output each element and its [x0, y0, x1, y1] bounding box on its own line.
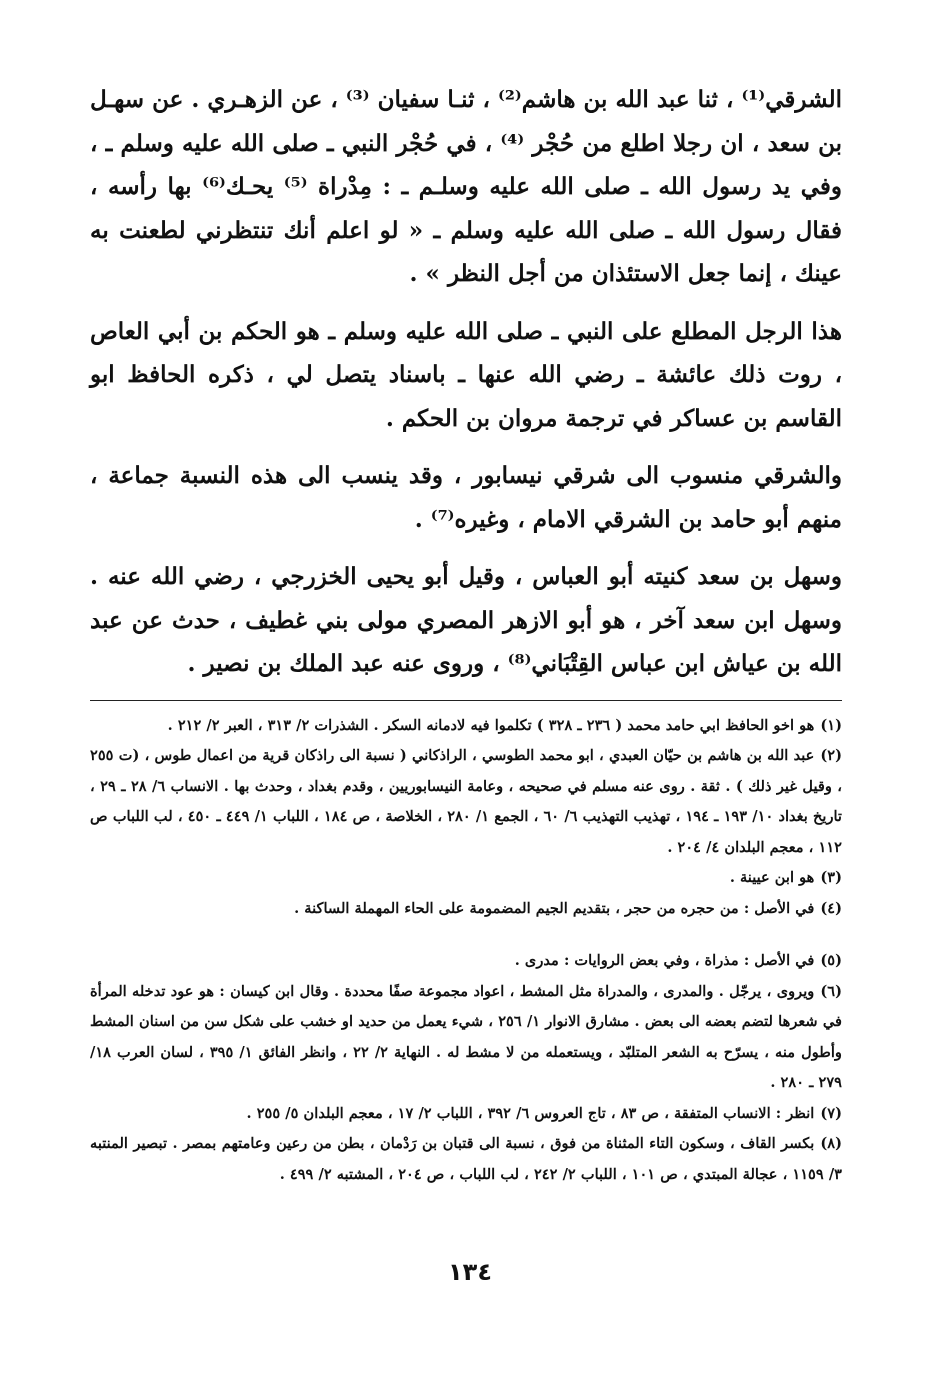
footnote-text: انظر : الانساب المتفقة ، ص ٨٣ ، تاج العروس ٦/ ٣٩٢ ، اللباب ٢/ ١٧ ، معجم البلدان ٥/ ٢٥٥ .: [246, 1104, 815, 1122]
footnote-7: [90, 1099, 842, 1130]
footnote-number: (٨): [820, 1135, 842, 1152]
footnote-text: هو ابن عيينة .: [729, 869, 815, 886]
body-paragraph-3: والشرقي منسوب الى شرقي نيسابور ، وقد ينسب الى هذه النسبة جماعة ، منهم أبو حامد بن الشرقي الامام ، وغيره⁽⁷⁾ .: [90, 462, 842, 533]
footnote-number: (٧): [820, 1104, 842, 1122]
footnote-text: هو اخو الحافظ ابي حامد محمد ( ٢٣٦ ـ ٣٢٨ ) تكلموا فيه لادمانه السكر . الشذرات ٢/ ٣١٣ ، العبر ٢/ ٢١٢ .: [167, 716, 815, 734]
footnote-text: في الأصل : من حجره من حجر ، بتقديم الجيم المضمومة على الحاء المهملة الساكنة .: [294, 899, 815, 917]
footnote-number: (٣): [820, 869, 842, 886]
footnote-number: (٢): [820, 747, 842, 764]
footnote-text: ويروى ، يرجّل . والمدرى ، والمدراة مثل المشط ، اعواد مجموعة صفًا محددة . وقال ابن كيسان : هو عود تدخله المرأة في شعرها لتضم بعضه الى بعض . مشارق الانوار ١/ ٢٥٦ ، شيء يعمل من حديد او خشب على شكل سن من اسنان المشط وأطول منه ، يسرّح به الشعر المتلبّد ، ويستعمله من لا مشط له . النهاية ٢/ ٢٢ ، وانظر الفائق ١/ ٣٩٥ ، لسان العرب ١٨/ ٢٧٩ ـ ٢٨٠ .: [90, 982, 843, 1091]
footnote-text: عبد الله بن هاشم بن حيّان العبدي ، ابو محمد الطوسي ، الراذكاني ( نسبة الى راذكان قرية من اعمال طوس ، (ت ٢٥٥ ، وقيل غير ذلك ) . ثقة . روى عنه مسلم في صحيحه ، وعامة النيسابوريين ، وقدم بغداد ، وحدث بها . الانساب ٦/ ٢٨ ـ ٢٩ ، تاريخ بغداد ١٠/ ١٩٣ ـ ١٩٤ ، تهذيب التهذيب ٦/ ٦٠ ، الجمع ١/ ٢٨٠ ، الخلاصة ، ص ١٨٤ ، اللباب ١/ ٤٤٩ ـ ٤٥٠ ، لب اللباب ص ١١٢ ، معجم البلدان ٤/ ٢٠٤ .: [90, 747, 842, 856]
footnote-2: [90, 741, 842, 863]
footnote-divider: [90, 700, 842, 701]
page-content: [90, 78, 842, 1190]
footnote-text: بكسر القاف ، وسكون التاء المثناة من فوق ، نسبة الى قتبان بن رَدْمان ، بطن من رعين وعامتهم بمصر . تبصير المنتبه ٣/ ١١٥٩ ، عجالة المبتدي ، ص ١٠١ ، اللباب ٢/ ٢٤٢ ، لب اللباب ، ص ٢٠٤ ، المشتبه ٢/ ٤٩٩ .: [90, 1135, 842, 1183]
footnote-number: (١): [820, 716, 842, 734]
footnote-6: [90, 977, 842, 1099]
page-number: ١٣٤: [448, 1258, 492, 1286]
footnotes: [90, 711, 842, 1191]
body-paragraph-4: وسهل بن سعد كنيته أبو العباس ، وقيل أبو يحيى الخزرجي ، رضي الله عنه . وسهل ابن سعد آخر ، هو أبو الازهر المصري مولى بني غطيف ، حدث عن عبد الله بن عياش ابن عباس القِتْبَاني⁽⁸⁾ ، وروى عنه عبد الملك بن نصير .: [90, 563, 842, 677]
main-text: [90, 78, 842, 686]
footnote-8: [90, 1129, 842, 1190]
footnote-number: (٥): [820, 952, 842, 969]
footnote-5: [90, 946, 842, 977]
footnote-number: (٤): [820, 899, 842, 917]
footnote-number: (٦): [820, 982, 842, 1000]
footnote-3: [90, 863, 842, 894]
footnote-4: [90, 894, 842, 925]
footnote-1: [90, 711, 842, 742]
body-paragraph-1: الشرقي⁽¹⁾ ، ثنا عبد الله بن هاشم⁽²⁾ ، ثنـا سفيان ⁽³⁾ ، عن الزهـري . عن سهـل بن سعد ، ان رجلا اطلع من حُجْر ⁽⁴⁾ ، في حُجْر النبي ـ صلى الله عليه وسلم ـ ، وفي يد رسول الله ـ صلى الله عليه وسلـم ـ : مِدْراة ⁽⁵⁾ يحـك⁽⁶⁾ بها رأسه ، فقال رسول الله ـ صلى الله عليه وسلم ـ « لو اعلم أنك تنتظرني لطعنت به عينك ، إنما جعل الاستئذان من أجل النظر » .: [90, 86, 842, 287]
body-paragraph-2: هذا الرجل المطلع على النبي ـ صلى الله عليه وسلم ـ هو الحكم بن أبي العاص ، روت ذلك عائشة ـ رضي الله عنها ـ باسناد يتصل لي ، ذكره الحافظ ابو القاسم بن عساكر في ترجمة مروان بن الحكم .: [90, 317, 842, 432]
footnote-text: في الأصل : مذراة ، وفي بعض الروايات : مدرى .: [514, 952, 815, 969]
footnote-gap: [90, 924, 842, 946]
